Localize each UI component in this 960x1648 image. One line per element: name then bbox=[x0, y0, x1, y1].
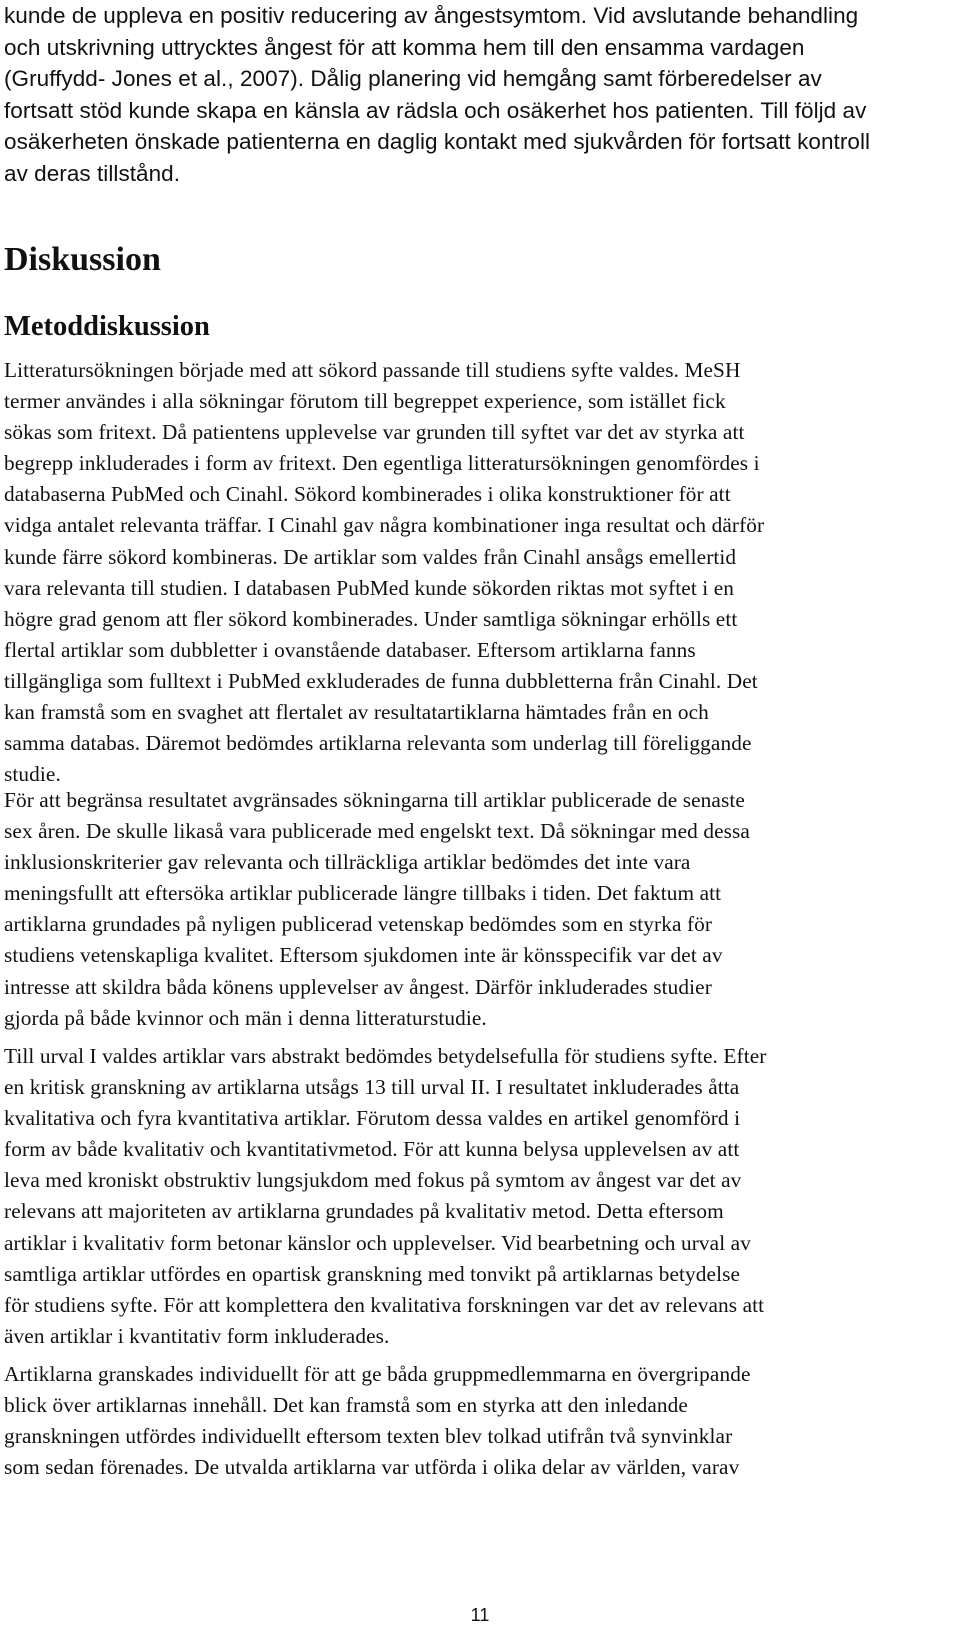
text-line: gjorda på både kvinnor och män i denna litteraturstudie. bbox=[4, 1005, 487, 1030]
text-line: samtliga artiklar utfördes en opartisk granskning med tonvikt på artiklarnas betydelse bbox=[4, 1261, 741, 1286]
text-line: en kritisk granskning av artiklarna utsågs 13 till urval II. I resultatet inkluderades åtta bbox=[4, 1075, 740, 1100]
body-paragraph bbox=[4, 1041, 956, 1352]
text-line: kunde de uppleva en positiv reducering av ångestsymtom. Vid avslutande behandling bbox=[4, 3, 859, 28]
intro-paragraph bbox=[4, 0, 956, 190]
body-paragraph bbox=[4, 1359, 956, 1483]
text-line: termer användes i alla sökningar förutom till begreppet experience, som istället fick bbox=[4, 389, 726, 414]
text-line: Till urval I valdes artiklar vars abstrakt bedömdes betydelsefulla för studiens syfte. Efter bbox=[4, 1044, 767, 1068]
text-line: som sedan förenades. De utvalda artiklarna var utförda i olika delar av världen, varav bbox=[4, 1455, 740, 1480]
text-line: studiens vetenskapliga kvalitet. Eftersom sjukdomen inte är könsspecifik var det av bbox=[4, 943, 723, 968]
body-paragraph bbox=[4, 785, 956, 1034]
text-line: för studiens syfte. För att komplettera den kvalitativa forskningen var det av relevans att bbox=[4, 1292, 765, 1317]
text-line: För att begränsa resultatet avgränsades sökningarna till artiklar publicerade de senaste bbox=[4, 788, 745, 812]
text-line: fortsatt stöd kunde skapa en känsla av rädsla och osäkerhet hos patienten. Till följd av bbox=[4, 97, 867, 123]
text-line: meningsfullt att eftersöka artiklar publicerade längre tillbaks i tiden. Det faktum att bbox=[4, 881, 722, 906]
text-line: vara relevanta till studien. I databasen PubMed kunde sökorden riktas mot syftet i en bbox=[4, 575, 735, 600]
text-line: och utskrivning uttrycktes ångest för att komma hem till den ensamma vardagen bbox=[4, 34, 805, 60]
text-line: vidga antalet relevanta träffar. I Cinahl gav några kombinationer inga resultat och därför bbox=[4, 513, 765, 538]
text-line: relevans att majoriteten av artiklarna grundades på kvalitativ metod. Detta eftersom bbox=[4, 1199, 724, 1224]
text-line: kan framstå som en svaghet att flertalet av resultatartiklarna hämtades från en och bbox=[4, 700, 709, 725]
text-line: sökas som fritext. Då patientens upplevelse var grunden till syftet var det av styrka att bbox=[4, 420, 745, 445]
section-heading: Diskussion bbox=[4, 241, 161, 278]
text-line: databaserna PubMed och Cinahl. Sökord kombinerades i olika konstruktioner för att bbox=[4, 482, 731, 507]
text-line: leva med kroniskt obstruktiv lungsjukdom med fokus på symtom av ångest var det av bbox=[4, 1168, 742, 1193]
text-line: osäkerheten önskade patienterna en daglig kontakt med sjukvården för fortsatt kontroll bbox=[4, 129, 871, 155]
text-line: intresse att skildra båda könens upplevelser av ångest. Därför inkluderades studier bbox=[4, 974, 712, 999]
body-paragraph bbox=[4, 355, 956, 790]
text-line: inklusionskriterier gav relevanta och tillräckliga artiklar bedömdes det inte vara bbox=[4, 850, 691, 875]
text-line: granskningen utfördes individuellt eftersom texten blev tolkad utifrån två synvinklar bbox=[4, 1424, 733, 1449]
text-line: även artiklar i kvantitativ form inkluderades. bbox=[4, 1323, 390, 1348]
text-line: Litteratursökningen började med att sökord passande till studiens syfte valdes. MeSH bbox=[4, 358, 741, 382]
subsection-heading: Metoddiskussion bbox=[4, 311, 210, 342]
text-line: artiklarna grundades på nyligen publicerad vetenskap bedömdes som en styrka för bbox=[4, 912, 713, 937]
text-line: samma databas. Däremot bedömdes artiklarna relevanta som underlag till föreliggande bbox=[4, 731, 752, 756]
text-line: form av både kvalitativ och kvantitativmetod. För att kunna belysa upplevelsen av att bbox=[4, 1137, 740, 1162]
text-line: artiklar i kvalitativ form betonar känslor och upplevelser. Vid bearbetning och urval av bbox=[4, 1230, 751, 1255]
text-line: Artiklarna granskades individuellt för att ge båda gruppmedlemmarna en övergripande bbox=[4, 1362, 751, 1386]
text-line: begrepp inkluderades i form av fritext. Den egentliga litteratursökningen genomfördes i bbox=[4, 451, 760, 476]
text-line: studie. bbox=[4, 762, 61, 787]
document-page bbox=[4, 0, 956, 1648]
text-line: högre grad genom att fler sökord kombinerades. Under samtliga sökningar erhölls ett bbox=[4, 606, 738, 631]
text-line: (Gruffydd- Jones et al., 2007). Dålig planering vid hemgång samt förberedelser av bbox=[4, 66, 822, 92]
text-line: kvalitativa och fyra kvantitativa artiklar. Förutom dessa valdes en artikel genomförd i bbox=[4, 1106, 741, 1131]
text-line: blick över artiklarnas innehåll. Det kan framstå som en styrka att den inledande bbox=[4, 1393, 688, 1418]
text-line: flertal artiklar som dubbletter i ovanstående databaser. Eftersom artiklarna fanns bbox=[4, 637, 696, 662]
text-line: sex åren. De skulle likaså vara publicerade med engelskt text. Då sökningar med dessa bbox=[4, 819, 750, 844]
text-line: av deras tillstånd. bbox=[4, 160, 181, 186]
text-line: tillgängliga som fulltext i PubMed exkluderades de funna dubbletterna från Cinahl. Det bbox=[4, 668, 758, 693]
page-number: 11 bbox=[470, 1605, 490, 1625]
text-line: kunde färre sökord kombineras. De artiklar som valdes från Cinahl ansågs emellertid bbox=[4, 544, 737, 569]
